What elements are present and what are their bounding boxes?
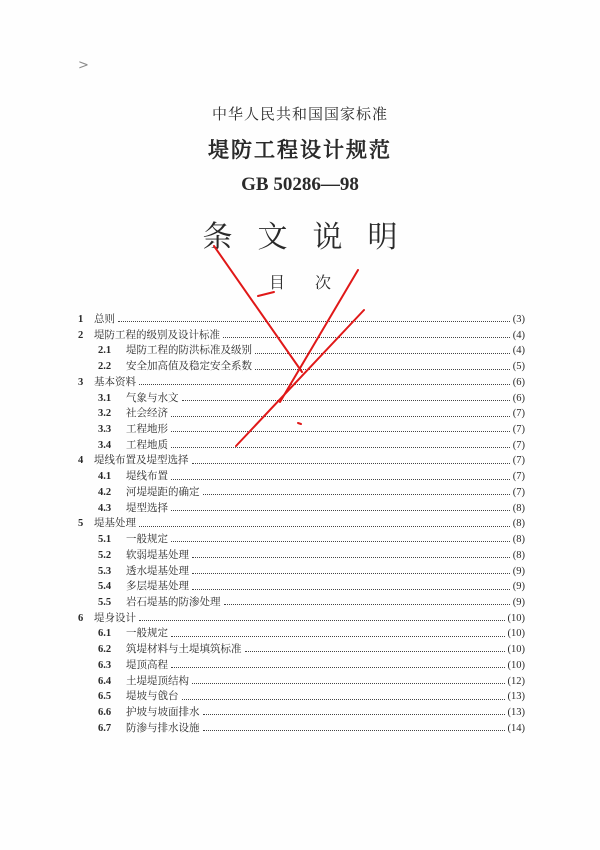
document-title: 堤防工程设计规范	[208, 138, 392, 162]
toc-entry-label: 软弱堤基处理	[126, 548, 189, 561]
toc-entry-label: 社会经济	[126, 407, 168, 420]
toc-entry-label: 工程地形	[126, 423, 168, 436]
toc-entry[interactable]	[78, 501, 525, 517]
toc-entry[interactable]	[78, 391, 525, 407]
toc-entry[interactable]	[78, 626, 525, 642]
toc-entry[interactable]	[78, 469, 525, 485]
toc-dot-leader	[203, 730, 505, 731]
toc-entry-page: (12)	[507, 675, 525, 687]
toc-entry-page: (10)	[507, 644, 525, 656]
toc-entry[interactable]	[78, 453, 525, 469]
toc-dot-leader	[139, 620, 505, 621]
toc-dot-leader	[192, 573, 510, 574]
toc-dot-leader	[192, 683, 505, 684]
toc-entry-page: (6)	[512, 392, 525, 404]
toc-entry[interactable]	[78, 359, 525, 375]
toc-entry-number: 6.4	[98, 675, 112, 687]
toc-dot-leader	[192, 557, 510, 558]
toc-dot-leader	[255, 369, 510, 370]
toc-entry[interactable]	[78, 312, 525, 328]
toc-entry-label: 堤防工程的防洪标准及级别	[126, 344, 252, 357]
toc-entry-number: 1	[78, 314, 84, 325]
toc-dot-leader	[192, 589, 510, 590]
toc-entry-page: (9)	[512, 596, 525, 608]
toc-entry-page: (7)	[512, 471, 525, 483]
toc-dot-leader	[171, 636, 505, 637]
toc-dot-leader	[182, 400, 510, 401]
standard-line: 中华人民共和国国家标准	[211, 105, 388, 123]
toc-entry-number: 4.2	[98, 486, 112, 498]
toc-entry[interactable]	[78, 438, 525, 454]
toc-dot-leader	[203, 714, 505, 715]
toc-entry-label: 土堤堤顶结构	[126, 674, 189, 687]
toc-entry[interactable]	[78, 406, 525, 422]
toc-entry-number: 3.4	[98, 439, 112, 451]
toc-entry-number: 6.3	[98, 659, 112, 671]
toc-entry-page: (7)	[512, 424, 525, 436]
toc-entry[interactable]	[78, 375, 525, 391]
toc-dot-leader	[171, 431, 510, 432]
toc-entry-label: 安全加高值及稳定安全系数	[126, 360, 252, 373]
toc-entry-label: 总则	[94, 313, 115, 325]
toc-entry-number: 5.5	[98, 596, 112, 608]
toc-entry-label: 河堤堤距的确定	[126, 485, 200, 498]
toc-entry-number: 6.1	[98, 628, 112, 640]
document-code: GB 50286—98	[241, 174, 359, 195]
toc-entry-number: 4.1	[98, 471, 112, 483]
toc-entry-page: (10)	[507, 628, 525, 640]
toc-entry-number: 4.3	[98, 502, 112, 514]
toc-entry-page: (5)	[512, 361, 525, 373]
toc-dot-leader	[118, 321, 510, 322]
toc-entry-number: 6.5	[98, 691, 112, 703]
toc-entry[interactable]	[78, 611, 525, 627]
toc-entry-number: 4	[78, 455, 84, 467]
toc-entry-label: 工程地质	[126, 438, 168, 451]
toc-dot-leader	[171, 479, 510, 480]
toc-entry-page: (8)	[512, 549, 525, 561]
toc-entry-page: (4)	[512, 345, 525, 357]
toc-entry-label: 堤顶高程	[126, 658, 168, 671]
toc-entry-number: 5.1	[98, 534, 112, 546]
toc-entry-number: 3.2	[98, 408, 112, 420]
section-title: 条文说明	[202, 220, 423, 255]
toc-entry-page: (7)	[512, 408, 525, 420]
toc-entry-page: (13)	[507, 706, 525, 718]
toc-entry-page: (9)	[512, 565, 525, 577]
toc-entry-page: (7)	[512, 439, 525, 451]
toc-entry-label: 气象与水文	[126, 391, 179, 404]
toc-dot-leader	[139, 526, 510, 527]
toc-entry-page: (14)	[507, 722, 525, 734]
toc-entry-label: 堤型选择	[126, 501, 168, 514]
toc-entry[interactable]	[78, 422, 525, 438]
toc-entry-number: 5.4	[98, 581, 112, 593]
toc-entry-number: 6.2	[98, 644, 112, 656]
toc-entry-label: 一般规定	[126, 533, 168, 546]
toc-entry-number: 6.6	[98, 706, 112, 718]
toc-entry-label: 基本资料	[94, 375, 136, 388]
toc-entry-label: 透水堤基处理	[126, 564, 189, 577]
toc-entry-label: 堤基处理	[94, 517, 136, 530]
toc-entry-label: 护坡与坡面排水	[126, 705, 200, 718]
toc-entry[interactable]	[78, 548, 525, 564]
toc-entry[interactable]	[78, 658, 525, 674]
toc-entry-number: 5	[78, 518, 84, 530]
toc-entry-page: (8)	[512, 518, 525, 530]
toc-dot-leader	[139, 384, 510, 385]
toc-entry-page: (9)	[512, 581, 525, 593]
toc-entry[interactable]	[78, 721, 525, 737]
toc-entry-label: 堤线布置	[126, 470, 168, 483]
toc-entry-label: 一般规定	[126, 627, 168, 640]
toc-entry-number: 5.3	[98, 565, 112, 577]
toc-dot-leader	[223, 337, 510, 338]
toc-entry-number: 3.3	[98, 424, 112, 436]
toc-entry-number: 2.2	[98, 361, 112, 373]
toc-dot-leader	[171, 416, 510, 417]
toc-entry-page: (7)	[512, 486, 525, 498]
toc-entry-label: 防渗与排水设施	[126, 721, 200, 734]
toc-entry[interactable]	[78, 595, 525, 611]
toc-entry-page: (4)	[512, 329, 525, 341]
toc-entry-number: 3.1	[98, 392, 112, 404]
toc-entry-page: (8)	[512, 534, 525, 546]
toc-entry-page: (10)	[507, 612, 525, 624]
toc-entry[interactable]	[78, 564, 525, 580]
toc-entry[interactable]	[78, 642, 525, 658]
toc-entry[interactable]	[78, 328, 525, 344]
toc-entry[interactable]	[78, 705, 525, 721]
toc-entry-number: 6	[78, 612, 84, 624]
toc-entry-label: 堤防工程的级别及设计标准	[94, 328, 220, 341]
toc-entry-number: 6.7	[98, 722, 112, 734]
toc-entry-page: (6)	[512, 376, 525, 388]
toc-entry-label: 多层堤基处理	[126, 580, 189, 593]
toc-dot-leader	[182, 699, 505, 700]
corner-chevron-icon: >	[78, 58, 89, 73]
toc-entry-label: 筑堤材料与土堤填筑标准	[126, 643, 242, 656]
toc-entry[interactable]	[78, 689, 525, 705]
toc-entry-number: 2	[78, 329, 84, 341]
toc-dot-leader	[203, 494, 510, 495]
toc-entry-label: 堤线布置及堤型选择	[94, 454, 189, 467]
toc-dot-leader	[171, 667, 505, 668]
toc-entry-page: (8)	[512, 502, 525, 514]
toc-entry[interactable]	[78, 532, 525, 548]
toc-dot-leader	[171, 541, 510, 542]
toc-entry-page: (13)	[507, 691, 525, 703]
toc-heading: 目次	[268, 273, 361, 292]
toc-entry-label: 堤坡与戗台	[126, 690, 179, 703]
toc-entry[interactable]	[78, 516, 525, 532]
toc-dot-leader	[224, 604, 510, 605]
toc-entry-number: 5.2	[98, 549, 112, 561]
toc-entry[interactable]	[78, 485, 525, 501]
toc-entry-page: (3)	[512, 314, 525, 325]
toc-entry-number: 2.1	[98, 345, 112, 357]
toc-entry-number: 3	[78, 376, 84, 388]
toc-dot-leader	[171, 447, 510, 448]
table-of-contents	[78, 312, 525, 736]
toc-dot-leader	[245, 651, 505, 652]
toc-dot-leader	[192, 463, 510, 464]
toc-entry-label: 岩石堤基的防渗处理	[126, 595, 221, 608]
toc-entry-page: (10)	[507, 659, 525, 671]
toc-entry-page: (7)	[512, 455, 525, 467]
toc-entry[interactable]	[78, 343, 525, 359]
toc-entry-label: 堤身设计	[94, 611, 136, 624]
toc-dot-leader	[255, 353, 510, 354]
toc-dot-leader	[171, 510, 510, 511]
toc-entry[interactable]	[78, 674, 525, 690]
toc-entry[interactable]	[78, 579, 525, 595]
